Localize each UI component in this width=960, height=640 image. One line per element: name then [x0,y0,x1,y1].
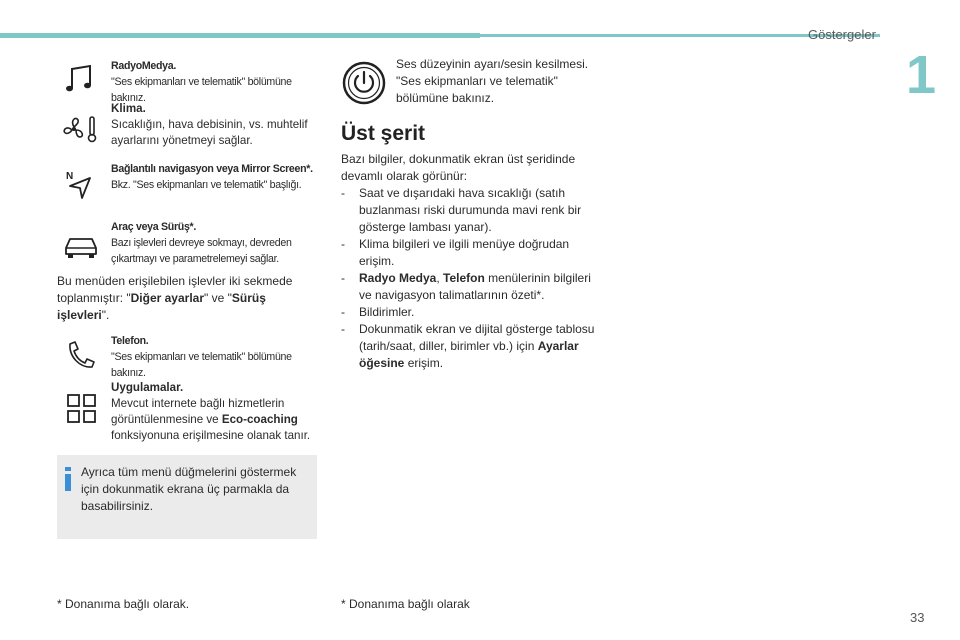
list-item: - Bildirimler. [341,305,415,319]
list-item [111,219,326,267]
list-item: - Saat ve dışarıdaki hava sıcaklığı (satıh buzlanması riski durumunda mavi renk bir gösterge lambası yanar). [341,186,582,234]
header-rule-left [0,33,480,38]
item-body: Bkz. "Ses ekipmanları ve telematik" başlığı. [111,179,302,191]
list-item [111,161,326,193]
info-box [57,455,317,539]
page-number: 33 [910,610,925,625]
power-text: Ses düzeyinin ayarı/sesin kesilmesi. "Ses ekipmanları ve telematik" bölümüne bakınız. [396,57,589,105]
info-text: Ayrıca tüm menü düğmelerini göstermek için dokunmatik ekrana üç parmakla da basabilirsiniz. [81,465,297,513]
item-body: "Ses ekipmanları ve telematik" bölümüne bakınız. [111,76,292,104]
item-body: Bazı işlevleri devreye sokmayı, devreden çıkartmayı ve parametrelemeyi sağlar. [111,237,292,265]
music-note-icon [62,62,102,96]
list-item [111,333,326,381]
item-title: Uygulamalar. [111,381,184,394]
phone-icon [62,338,102,372]
list-item: - Dokunmatik ekran ve dijital gösterge tablosu (tarih/saat, diller, birimler vb.) için Ayarlar öğesine erişim. [341,322,595,370]
info-icon [64,467,72,491]
intro-paragraph: Bu menüden erişilebilen işlevler iki sekmede toplanmıştır: "Diğer ayarlar" ve "Sürüş işlevleri". [57,274,293,322]
item-title: Telefon. [111,335,149,347]
navigation-arrow-icon [62,168,102,202]
apps-grid-icon [64,392,104,426]
item-body: Sıcaklığın, hava debisinin, vs. muhtelif ayarlarını yönetmeyi sağlar. [111,118,308,147]
list-item: Uygulamalar. Mevcut internete bağlı hizmetlerin görüntülenmesine ve Eco-coaching fonksiyonuna erişilmesine olanak tanır. [111,380,326,444]
footnote-right: * Donanıma bağlı olarak [341,597,470,611]
footnote-left: * Donanıma bağlı olarak. [57,597,190,611]
car-icon [62,228,102,262]
item-body: "Ses ekipmanları ve telematik" bölümüne bakınız. [111,351,292,379]
chapter-number: 1 [906,45,937,105]
section-title: Göstergeler [808,27,876,42]
list-item: - Radyo Medya, Telefon menülerinin bilgileri ve navigasyon talimatlarının özeti*. [341,271,591,302]
section-heading: Üst şerit [341,122,426,145]
power-icon [342,61,386,105]
item-title: Klima. [111,102,146,115]
list-item [111,101,326,149]
fan-thermometer-icon [62,112,102,146]
feature-list [341,185,606,372]
item-title: Bağlantılı navigasyon veya Mirror Screen [111,163,307,175]
list-item [111,58,326,106]
item-title: RadyoMedya. [111,60,176,72]
item-title-suffix: *. [306,163,313,175]
item-title: Araç veya Sürüş*. [111,221,196,233]
svg-text:N: N [66,171,74,182]
list-item: - Klima bilgileri ve ilgili menüye doğrudan erişim. [341,237,570,268]
section-intro: Bazı bilgiler, dokunmatik ekran üst şeridinde devamlı olarak görünür: [341,152,576,183]
